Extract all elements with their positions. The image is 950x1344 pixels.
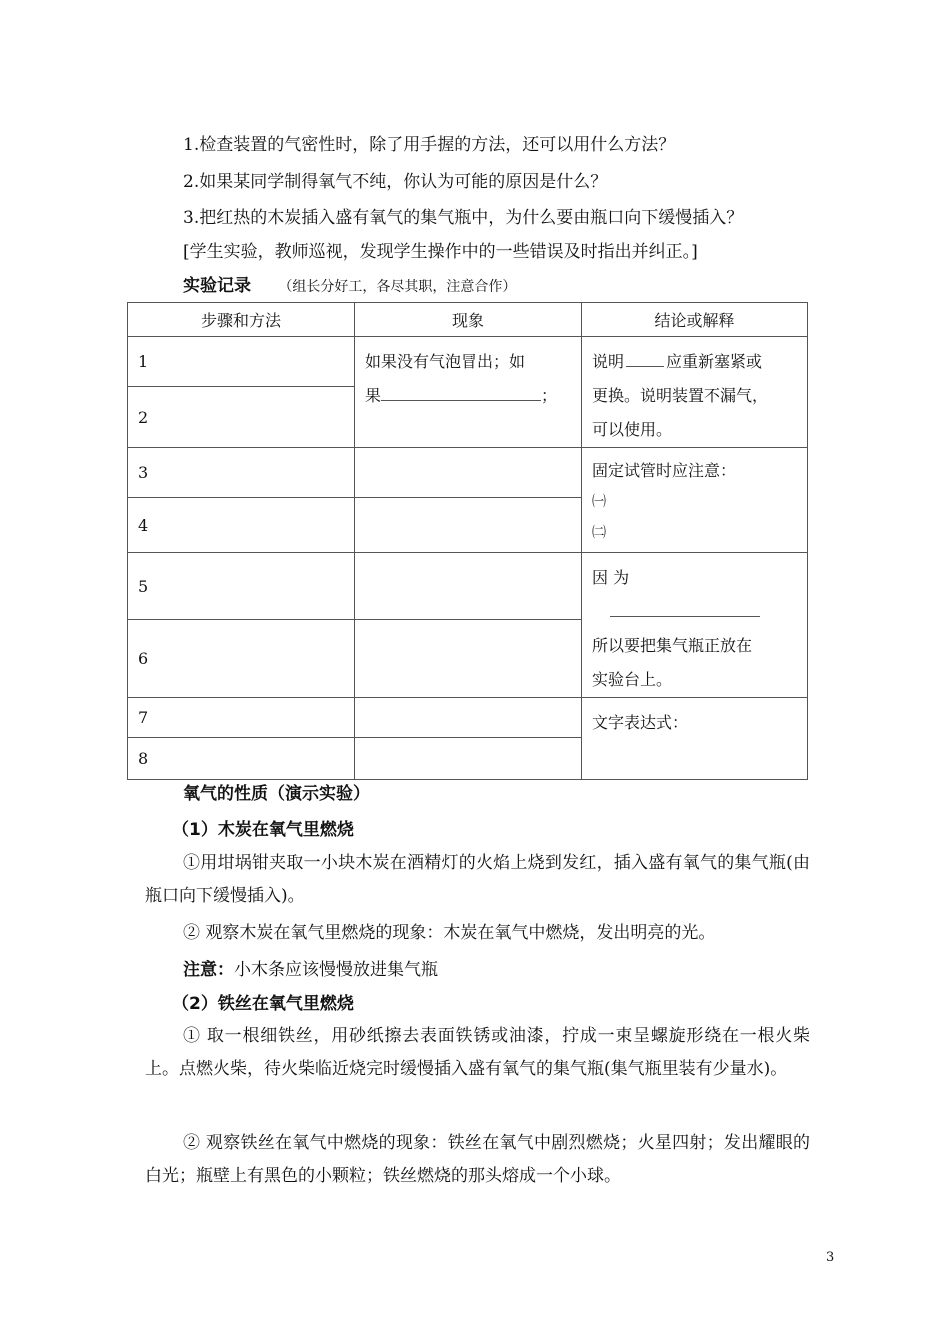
note-label: 注意： [183, 960, 234, 980]
record-subtitle: （组长分好工，各尽其职，注意合作） [278, 279, 517, 295]
phenomenon-cell-1 [355, 337, 582, 448]
phenomenon-cell [355, 738, 582, 780]
table-row [128, 448, 808, 498]
iron-step-1: ① 取一根细铁丝，用砂纸擦去表面铁锈或油漆，拧成一束呈螺旋形绕在一根火柴上。点燃火柴，待火柴临近烧完时缓慢插入盛有氧气的集气瓶(集气瓶里装有少量水)。 [145, 1026, 810, 1079]
step-cell: 5 [128, 553, 355, 620]
step-cell: 2 [128, 387, 355, 448]
properties-title: 氧气的性质（演示实验） [183, 784, 370, 804]
conclusion-text: 因 为 [592, 568, 630, 587]
conclusion-text: 应重新塞紧或 [666, 352, 763, 371]
phenomenon-cell [355, 553, 582, 620]
teacher-note: [学生实验，教师巡视，发现学生操作中的一些错误及时指出并纠正。] [183, 242, 698, 262]
page-number: 3 [826, 1250, 835, 1265]
iron-title: （2）铁丝在氧气里燃烧 [172, 994, 354, 1014]
step-cell: 4 [128, 498, 355, 553]
phenomenon-cell [355, 498, 582, 553]
phenomenon-text: 如果没有气泡冒出；如 [365, 352, 526, 371]
header-phenomenon: 现象 [355, 303, 582, 337]
step-cell: 6 [128, 620, 355, 698]
table-row [128, 337, 808, 387]
header-steps: 步骤和方法 [128, 303, 355, 337]
conclusion-text: 更换。说明装置不漏气， [592, 386, 769, 405]
conclusion-text: 实验台上。 [592, 670, 673, 689]
charcoal-title: （1）木炭在氧气里燃烧 [172, 820, 354, 840]
question-1: 1.检查装置的气密性时，除了用手握的方法，还可以用什么方法？ [183, 135, 676, 155]
question-3: 3.把红热的木炭插入盛有氧气的集气瓶中，为什么要由瓶口向下缓慢插入？ [183, 208, 744, 228]
experiment-record-table [127, 302, 808, 780]
charcoal-step-2: ② 观察木炭在氧气里燃烧的现象：木炭在氧气中燃烧，发出明亮的光。 [183, 923, 716, 943]
conclusion-text: 可以使用。 [592, 420, 673, 439]
step-cell: 8 [128, 738, 355, 780]
fill-blank[interactable] [626, 366, 664, 367]
conclusion-text: ㈠ [592, 494, 606, 510]
phenomenon-text: ； [541, 386, 558, 405]
conclusion-text: 固定试管时应注意： [592, 461, 737, 480]
table-row [128, 553, 808, 620]
conclusion-cell-3 [582, 553, 808, 698]
conclusion-cell-2 [582, 448, 808, 553]
conclusion-text: 说明 [592, 352, 625, 371]
conclusion-cell-4 [582, 698, 808, 780]
charcoal-step-1: ①用坩埚钳夹取一小块木炭在酒精灯的火焰上烧到发红，插入盛有氧气的集气瓶(由瓶口向下缓慢插入)。 [145, 853, 810, 906]
step-cell: 1 [128, 337, 355, 387]
record-title: 实验记录 [183, 276, 251, 296]
conclusion-text: 所以要把集气瓶正放在 [592, 636, 753, 655]
phenomenon-cell [355, 448, 582, 498]
conclusion-cell-1 [582, 337, 808, 448]
phenomenon-text: 果 [365, 386, 382, 405]
fill-blank[interactable] [610, 616, 760, 617]
step-cell: 3 [128, 448, 355, 498]
charcoal-note [183, 958, 438, 982]
fill-blank[interactable] [381, 400, 541, 401]
phenomenon-cell [355, 620, 582, 698]
conclusion-text: 文字表达式： [592, 713, 689, 732]
iron-step-2: ② 观察铁丝在氧气中燃烧的现象：铁丝在氧气中剧烈燃烧；火星四射；发出耀眼的白光；瓶壁上有黑色的小颗粒；铁丝燃烧的那头熔成一个小球。 [145, 1133, 810, 1186]
conclusion-text: ㈡ [592, 525, 606, 541]
note-text: 小木条应该慢慢放进集气瓶 [234, 960, 438, 980]
table-header-row [128, 303, 808, 337]
phenomenon-cell [355, 698, 582, 738]
table-row [128, 698, 808, 738]
step-cell: 7 [128, 698, 355, 738]
record-heading [183, 274, 516, 299]
question-2: 2.如果某同学制得氧气不纯，你认为可能的原因是什么？ [183, 172, 608, 192]
header-conclusion: 结论或解释 [582, 303, 808, 337]
